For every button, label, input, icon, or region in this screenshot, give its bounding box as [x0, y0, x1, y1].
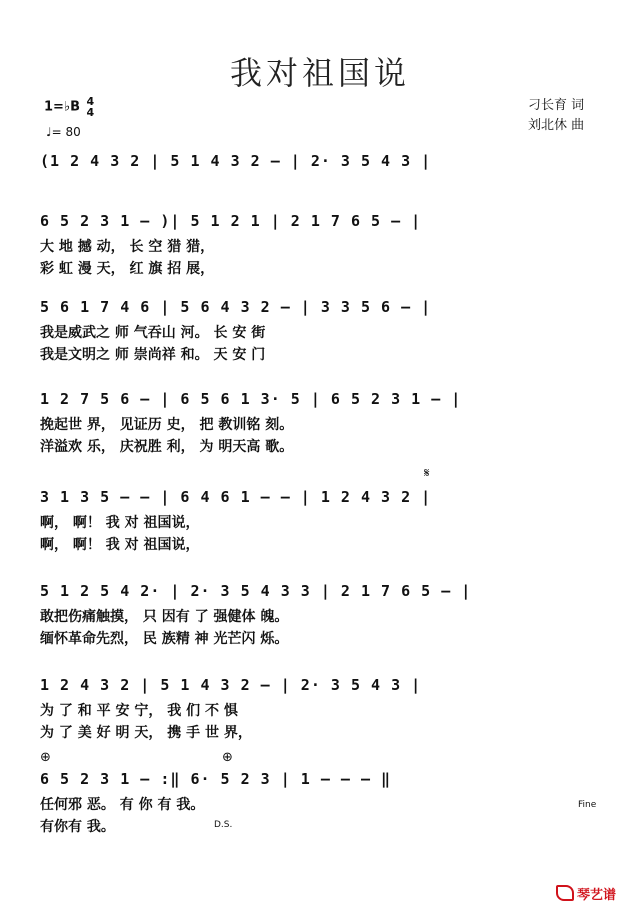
- score-row-5: [0, 466, 640, 554]
- segno-sign: 𝄋: [424, 466, 430, 481]
- score-row-1: [0, 152, 640, 192]
- score-row-4: [0, 390, 640, 456]
- score-row-2: [0, 212, 640, 278]
- score-row-3: [0, 298, 640, 364]
- time-bottom: 4: [86, 106, 95, 119]
- time-signature: [87, 96, 95, 118]
- lyric-verse-2: 啊， 啊！ 我 对 祖国说，: [40, 537, 200, 553]
- lyric-verse-1: 敢把伤痛触摸， 只 因有 了 强健体 魄。: [40, 609, 289, 625]
- lyric-verse-1: 我是威武之 师 气吞山 河。 长 安 街: [40, 325, 266, 341]
- lyric-verse-2: 为 了 美 好 明 天， 携 手 世 界，: [40, 725, 252, 741]
- score-row-6: [0, 582, 640, 648]
- score-row-8: [0, 750, 640, 836]
- lyric-verse-2: 彩 虹 漫 天， 红 旗 招 展，: [40, 261, 215, 277]
- site-logo: [556, 884, 616, 903]
- lyric-verse-2: 我是文明之 师 崇尚祥 和。 天 安 门: [40, 347, 266, 363]
- notation-line: 6 5 2 3 1 – )| 5 1 2 1 | 2 1 7 6 5 – |: [40, 212, 422, 230]
- notation-line: 5 1 2 5 4 2· | 2· 3 5 4 3 3 | 2 1 7 6 5 – |: [40, 582, 472, 600]
- lyric-verse-2: 有你有 我。: [40, 819, 115, 835]
- lyric-verse-1: 挽起世 界， 见证历 史， 把 教训铭 刻。: [40, 417, 294, 433]
- notation-line: 3 1 3 5 – – | 6 4 6 1 – – | 1 2 4 3 2 |: [40, 488, 432, 506]
- notation-line: (1 2 4 3 2 | 5 1 4 3 2 – | 2· 3 5 4 3 |: [40, 152, 432, 170]
- lyric-verse-2: 洋溢欢 乐， 庆祝胜 利， 为 明天高 歌。: [40, 439, 294, 455]
- notation-line: 1 2 7 5 6 – | 6 5 6 1 3· 5 | 6 5 2 3 1 – |: [40, 390, 462, 408]
- logo-icon: [556, 885, 574, 901]
- coda-sign: ⊕: [40, 750, 51, 765]
- coda-sign: ⊕: [222, 750, 233, 765]
- song-title: 我对祖国说: [229, 54, 410, 92]
- notation-line: 5 6 1 7 4 6 | 5 6 4 3 2 – | 3 3 5 6 – |: [40, 298, 432, 316]
- score-row-7: [0, 676, 640, 742]
- lyric-verse-2: 缅怀革命先烈， 民 族精 神 光芒闪 烁。: [40, 631, 289, 647]
- logo-text: 琴艺谱: [577, 888, 617, 903]
- notation-line: 6 5 2 3 1 – :‖ 6· 5 2 3 | 1 – – – ‖: [40, 770, 392, 788]
- fine-marking: Fine: [578, 800, 597, 810]
- lyric-verse-1: 为 了 和 平 安 宁， 我 们 不 惧: [40, 703, 238, 719]
- time-top: 4: [86, 95, 95, 108]
- lyricist-credit: 刁长育 词: [528, 98, 585, 113]
- lyric-verse-1: 大 地 撼 动， 长 空 猎 猎，: [40, 239, 215, 255]
- key-text: 1=♭B: [44, 99, 80, 115]
- ds-marking: D.S.: [214, 820, 233, 830]
- lyric-verse-1: 任何邪 恶。 有 你 有 我。: [40, 797, 205, 813]
- notation-line: 1 2 4 3 2 | 5 1 4 3 2 – | 2· 3 5 4 3 |: [40, 676, 422, 694]
- tempo-marking: ♩= 80: [46, 125, 81, 139]
- key-signature: [44, 96, 94, 118]
- lyric-verse-1: 啊， 啊！ 我 对 祖国说，: [40, 515, 200, 531]
- composer-credit: 刘北休 曲: [528, 118, 585, 133]
